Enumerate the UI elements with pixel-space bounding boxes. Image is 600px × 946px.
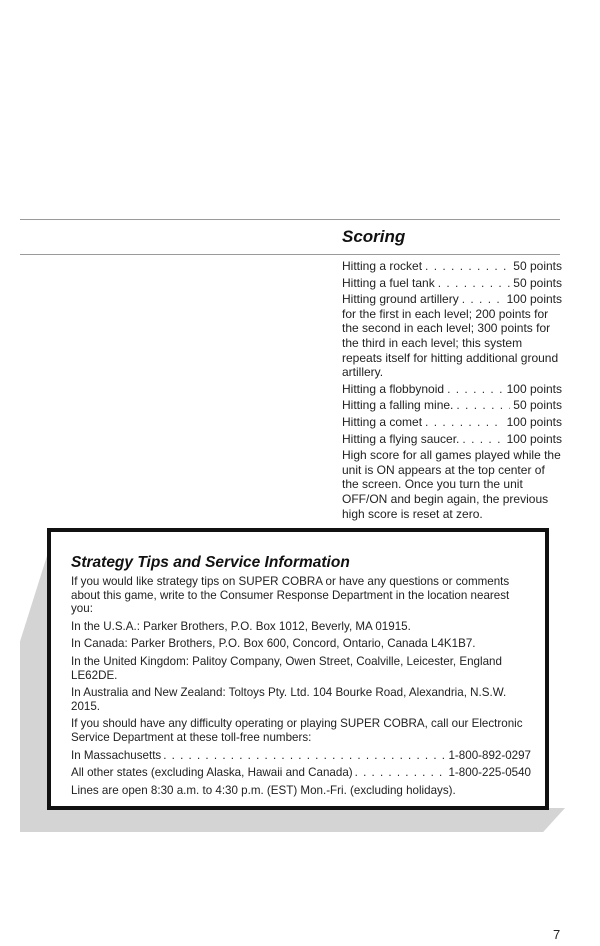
- score-label: Hitting a flying saucer.: [342, 431, 460, 446]
- score-label: Hitting a flobbynoid: [342, 381, 445, 396]
- top-divider: [20, 219, 560, 220]
- service-hours: Lines are open 8:30 a.m. to 4:30 p.m. (EST) Mon.-Fri. (excluding holidays).: [71, 783, 456, 797]
- phone-number: 1-800-892-0297: [448, 748, 531, 762]
- score-item-flobbynoid: [342, 382, 562, 397]
- phone-label: All other states (excluding Alaska, Hawaii and Canada): [71, 766, 353, 780]
- service-intro: If you should have any difficulty operating or playing SUPER COBRA, call our Electronic Service Department at these toll-free numbers:: [71, 717, 523, 744]
- strategy-box: [47, 528, 549, 810]
- address-usa: In the U.S.A.: Parker Brothers, P.O. Box 1012, Beverly, MA 01915.: [71, 619, 411, 633]
- score-item-rocket: [342, 259, 562, 274]
- strategy-heading: Strategy Tips and Service Information: [71, 554, 350, 571]
- score-points: 100 points: [506, 381, 562, 396]
- score-points: 50 points: [513, 275, 562, 290]
- phone-label: In Massachusetts: [71, 748, 162, 762]
- score-label: Hitting ground artillery: [342, 292, 459, 307]
- score-points: 50 points: [513, 259, 562, 273]
- score-points: 100 points: [506, 431, 562, 446]
- score-label: Hitting a rocket: [342, 259, 423, 273]
- score-points: 100 points: [506, 414, 562, 429]
- score-item-ground-artillery: [342, 292, 562, 380]
- phone-other-states: [71, 766, 531, 780]
- phone-number: 1-800-225-0540: [448, 766, 531, 780]
- score-points: 100 points: [506, 292, 562, 307]
- section-divider: [20, 254, 560, 255]
- high-score-note: High score for all games played while the unit is ON appears at the top center of the screen. Once you turn the unit OFF/ON and begin again, the previous high score is reset at zero.: [342, 448, 561, 521]
- score-item-flying-saucer: [342, 432, 562, 447]
- score-label: Hitting a falling mine.: [342, 398, 454, 413]
- phone-massachusetts: [71, 749, 531, 763]
- score-item-fuel-tank: [342, 276, 562, 291]
- address-australia: In Australia and New Zealand: Toltoys Pty. Ltd. 104 Bourke Road, Alexandria, N.S.W. 2015.: [71, 686, 507, 713]
- score-points: 50 points: [513, 398, 562, 413]
- strategy-intro: If you would like strategy tips on SUPER COBRA or have any questions or comments about this game, write to the Consumer Response Department in the location nearest you:: [71, 575, 510, 616]
- score-item-comet: [342, 415, 562, 430]
- address-uk: In the United Kingdom: Palitoy Company, Owen Street, Coalville, Leicester, England LE62DE.: [71, 654, 502, 682]
- score-label: Hitting a fuel tank: [342, 275, 435, 290]
- score-note: for the first in each level; 200 points for the second in each level; 300 points for the third in each level; this system repeats itself for hitting additional ground artillery.: [342, 306, 559, 380]
- scoring-list: [342, 259, 562, 521]
- strategy-body: [71, 575, 531, 801]
- score-label: Hitting a comet: [342, 414, 423, 429]
- page-number: 7: [553, 927, 561, 942]
- address-canada: In Canada: Parker Brothers, P.O. Box 600, Concord, Ontario, Canada L4K1B7.: [71, 637, 476, 651]
- box-shadow-bottom: [20, 808, 565, 832]
- scoring-heading: Scoring: [342, 227, 406, 246]
- score-item-falling-mine: [342, 398, 562, 413]
